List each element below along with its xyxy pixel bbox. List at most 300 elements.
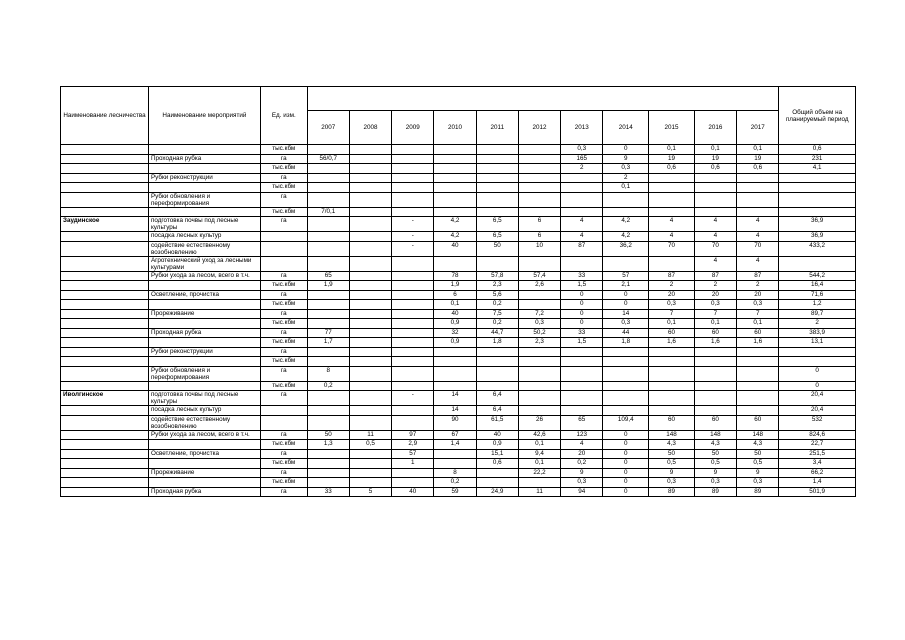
- unit-cell: тыс.кбм: [260, 319, 307, 329]
- value-cell: 4: [694, 256, 736, 271]
- value-cell: [694, 207, 736, 217]
- value-cell: 9: [694, 468, 736, 478]
- table-row: [61, 183, 856, 193]
- measure-header: Наименование мероприятий: [148, 87, 260, 145]
- value-cell: [518, 256, 560, 271]
- value-cell: 123: [561, 430, 603, 440]
- measure-cell: [148, 281, 260, 291]
- value-cell: [434, 207, 476, 217]
- unit-cell: га: [260, 391, 307, 406]
- value-cell: [392, 281, 434, 291]
- value-cell: 0,1: [649, 145, 695, 155]
- value-cell: [307, 217, 349, 232]
- value-cell: [434, 164, 476, 174]
- table-row: [61, 449, 856, 459]
- measure-cell: [148, 381, 260, 391]
- value-cell: [392, 192, 434, 207]
- value-cell: 33: [307, 487, 349, 497]
- value-cell: 60: [649, 328, 695, 338]
- value-cell: [392, 290, 434, 300]
- unit-cell: га: [260, 154, 307, 164]
- value-cell: 14: [434, 406, 476, 416]
- value-cell: [307, 478, 349, 488]
- value-cell: 70: [694, 241, 736, 256]
- value-cell: 10: [518, 241, 560, 256]
- value-cell: [518, 207, 560, 217]
- measure-cell: [148, 164, 260, 174]
- forestry-cell: [61, 478, 149, 488]
- measure-cell: Рубки реконструкции: [148, 173, 260, 183]
- value-cell: [349, 459, 391, 469]
- unit-cell: тыс.кбм: [260, 381, 307, 391]
- value-cell: [349, 468, 391, 478]
- value-cell: 0,3: [649, 478, 695, 488]
- total-cell: [779, 256, 856, 271]
- value-cell: 148: [694, 430, 736, 440]
- value-cell: 9: [603, 154, 649, 164]
- value-cell: 0: [603, 300, 649, 310]
- value-cell: 2,9: [392, 440, 434, 450]
- total-cell: 0: [779, 366, 856, 381]
- forestry-cell: [61, 406, 149, 416]
- value-cell: [737, 357, 779, 367]
- value-cell: 78: [434, 271, 476, 281]
- value-cell: 60: [694, 328, 736, 338]
- value-cell: 6,4: [476, 406, 518, 416]
- value-cell: [392, 256, 434, 271]
- value-cell: 87: [561, 241, 603, 256]
- value-cell: 0: [603, 430, 649, 440]
- value-cell: [737, 192, 779, 207]
- value-cell: 22,2: [518, 468, 560, 478]
- value-cell: [561, 357, 603, 367]
- value-cell: 11: [518, 487, 560, 497]
- value-cell: [349, 381, 391, 391]
- value-cell: [434, 145, 476, 155]
- value-cell: 0: [603, 145, 649, 155]
- value-cell: [307, 357, 349, 367]
- table-row: [61, 281, 856, 291]
- forestry-cell: [61, 281, 149, 291]
- value-cell: [392, 164, 434, 174]
- forestry-cell: [61, 449, 149, 459]
- value-cell: 0: [561, 290, 603, 300]
- unit-cell: га: [260, 347, 307, 357]
- value-cell: 42,6: [518, 430, 560, 440]
- unit-cell: тыс.кбм: [260, 300, 307, 310]
- value-cell: [349, 290, 391, 300]
- value-cell: 4: [737, 217, 779, 232]
- measure-cell: [148, 300, 260, 310]
- unit-cell: тыс.кбм: [260, 183, 307, 193]
- table-row: [61, 366, 856, 381]
- forestry-cell: [61, 271, 149, 281]
- value-cell: 1,6: [694, 338, 736, 348]
- value-cell: [561, 406, 603, 416]
- value-cell: [434, 183, 476, 193]
- value-cell: 0: [561, 300, 603, 310]
- value-cell: 40: [476, 430, 518, 440]
- value-cell: [307, 459, 349, 469]
- value-cell: [349, 347, 391, 357]
- value-cell: 0,2: [561, 459, 603, 469]
- unit-cell: га: [260, 271, 307, 281]
- value-cell: [694, 406, 736, 416]
- value-cell: [349, 319, 391, 329]
- table-row: [61, 271, 856, 281]
- value-cell: [349, 145, 391, 155]
- value-cell: 1,9: [307, 281, 349, 291]
- value-cell: [518, 173, 560, 183]
- forestry-cell: [61, 366, 149, 381]
- value-cell: 60: [737, 415, 779, 430]
- value-cell: 50,2: [518, 328, 560, 338]
- forestry-cell: [61, 468, 149, 478]
- measure-cell: подготовка почвы под лесные культуры: [148, 217, 260, 232]
- value-cell: 0,5: [649, 459, 695, 469]
- value-cell: [694, 381, 736, 391]
- value-cell: 2: [603, 173, 649, 183]
- total-cell: [779, 357, 856, 367]
- total-cell: 22,7: [779, 440, 856, 450]
- forestry-cell: [61, 381, 149, 391]
- value-cell: 89: [737, 487, 779, 497]
- total-header: Общий объем на планируемый период: [779, 87, 856, 145]
- total-cell: 2: [779, 319, 856, 329]
- value-cell: 70: [737, 241, 779, 256]
- value-cell: [518, 381, 560, 391]
- year-header: 2012: [518, 111, 560, 145]
- value-cell: 94: [561, 487, 603, 497]
- unit-cell: га: [260, 192, 307, 207]
- forestry-cell: [61, 357, 149, 367]
- forestry-cell: [61, 290, 149, 300]
- value-cell: 0: [561, 309, 603, 319]
- value-cell: 9: [737, 468, 779, 478]
- value-cell: 0,3: [603, 164, 649, 174]
- table-row: [61, 357, 856, 367]
- value-cell: [518, 145, 560, 155]
- total-cell: 383,9: [779, 328, 856, 338]
- total-cell: 532: [779, 415, 856, 430]
- value-cell: [518, 164, 560, 174]
- value-cell: [392, 415, 434, 430]
- value-cell: 33: [561, 271, 603, 281]
- value-cell: [476, 347, 518, 357]
- value-cell: 24,9: [476, 487, 518, 497]
- measure-cell: Агротехнический уход за лесными культурами: [148, 256, 260, 271]
- year-header: 2017: [737, 111, 779, 145]
- measure-cell: [148, 478, 260, 488]
- value-cell: 44,7: [476, 328, 518, 338]
- total-cell: 501,9: [779, 487, 856, 497]
- value-cell: [561, 381, 603, 391]
- value-cell: 77: [307, 328, 349, 338]
- unit-cell: [260, 406, 307, 416]
- value-cell: 20: [649, 290, 695, 300]
- measure-cell: [148, 183, 260, 193]
- total-cell: 0,6: [779, 145, 856, 155]
- value-cell: 1,8: [603, 338, 649, 348]
- value-cell: [434, 381, 476, 391]
- value-cell: 0,3: [694, 300, 736, 310]
- value-cell: 57: [392, 449, 434, 459]
- value-cell: 6: [518, 232, 560, 242]
- value-cell: [603, 366, 649, 381]
- value-cell: 4: [649, 232, 695, 242]
- value-cell: [603, 347, 649, 357]
- value-cell: 50: [649, 449, 695, 459]
- forestry-cell: [61, 164, 149, 174]
- value-cell: 1: [392, 459, 434, 469]
- value-cell: 7: [649, 309, 695, 319]
- value-cell: [603, 207, 649, 217]
- table-row: [61, 290, 856, 300]
- total-cell: 36,9: [779, 232, 856, 242]
- unit-cell: га: [260, 309, 307, 319]
- value-cell: 0,3: [649, 300, 695, 310]
- value-cell: 4: [649, 217, 695, 232]
- table-row: [61, 381, 856, 391]
- value-cell: [349, 328, 391, 338]
- measure-cell: Проходная рубка: [148, 328, 260, 338]
- value-cell: 15,1: [476, 449, 518, 459]
- value-cell: 11: [349, 430, 391, 440]
- value-cell: 70: [649, 241, 695, 256]
- value-cell: [392, 347, 434, 357]
- value-cell: 44: [603, 328, 649, 338]
- forestry-cell: [61, 154, 149, 164]
- value-cell: 165: [561, 154, 603, 164]
- measure-cell: подготовка почвы под лесные культуры: [148, 391, 260, 406]
- value-cell: [307, 290, 349, 300]
- forestry-cell: Заудинское: [61, 217, 149, 232]
- value-cell: [649, 381, 695, 391]
- unit-cell: тыс.кбм: [260, 281, 307, 291]
- value-cell: 89: [694, 487, 736, 497]
- table-row: [61, 173, 856, 183]
- value-cell: 2: [649, 281, 695, 291]
- value-cell: 148: [649, 430, 695, 440]
- value-cell: 0,6: [476, 459, 518, 469]
- value-cell: [434, 366, 476, 381]
- value-cell: 2,6: [518, 281, 560, 291]
- unit-cell: га: [260, 366, 307, 381]
- value-cell: 4: [737, 232, 779, 242]
- year-header: 2011: [476, 111, 518, 145]
- value-cell: -: [392, 391, 434, 406]
- value-cell: 1,5: [561, 338, 603, 348]
- value-cell: 0,3: [561, 478, 603, 488]
- value-cell: [434, 459, 476, 469]
- table-row: [61, 328, 856, 338]
- value-cell: [434, 357, 476, 367]
- forestry-cell: [61, 183, 149, 193]
- total-cell: 4,1: [779, 164, 856, 174]
- value-cell: 2,3: [518, 338, 560, 348]
- value-cell: 0,2: [476, 319, 518, 329]
- value-cell: 14: [434, 391, 476, 406]
- value-cell: [392, 338, 434, 348]
- value-cell: [349, 232, 391, 242]
- value-cell: 4: [694, 232, 736, 242]
- value-cell: [694, 347, 736, 357]
- value-cell: 0,1: [737, 145, 779, 155]
- year-header: 2008: [349, 111, 391, 145]
- value-cell: 0,1: [649, 319, 695, 329]
- value-cell: 9: [649, 468, 695, 478]
- value-cell: [649, 192, 695, 207]
- value-cell: [518, 391, 560, 406]
- total-cell: [779, 207, 856, 217]
- value-cell: [649, 207, 695, 217]
- value-cell: [649, 391, 695, 406]
- unit-cell: га: [260, 328, 307, 338]
- value-cell: [561, 347, 603, 357]
- value-cell: [392, 271, 434, 281]
- value-cell: [476, 154, 518, 164]
- value-cell: [476, 192, 518, 207]
- value-cell: 1,6: [649, 338, 695, 348]
- value-cell: 0,1: [603, 183, 649, 193]
- value-cell: [737, 207, 779, 217]
- value-cell: [694, 173, 736, 183]
- value-cell: 4,3: [694, 440, 736, 450]
- unit-cell: тыс.кбм: [260, 338, 307, 348]
- unit-cell: га: [260, 173, 307, 183]
- table-row: [61, 300, 856, 310]
- value-cell: [737, 347, 779, 357]
- value-cell: 0,2: [307, 381, 349, 391]
- value-cell: 4: [737, 256, 779, 271]
- value-cell: [392, 309, 434, 319]
- forestry-cell: [61, 207, 149, 217]
- value-cell: 40: [392, 487, 434, 497]
- value-cell: [737, 381, 779, 391]
- total-cell: 16,4: [779, 281, 856, 291]
- value-cell: 0,3: [561, 145, 603, 155]
- value-cell: [603, 192, 649, 207]
- value-cell: 57,8: [476, 271, 518, 281]
- value-cell: [649, 366, 695, 381]
- unit-cell: [260, 415, 307, 430]
- value-cell: 60: [737, 328, 779, 338]
- value-cell: [737, 366, 779, 381]
- measure-cell: [148, 319, 260, 329]
- table-row: [61, 164, 856, 174]
- value-cell: [694, 183, 736, 193]
- value-cell: [307, 173, 349, 183]
- unit-cell: га: [260, 468, 307, 478]
- forestry-cell: [61, 173, 149, 183]
- measure-cell: посадка лесных культур: [148, 406, 260, 416]
- value-cell: [476, 173, 518, 183]
- total-cell: [779, 347, 856, 357]
- value-cell: 0,1: [434, 300, 476, 310]
- value-cell: 87: [737, 271, 779, 281]
- value-cell: 57: [603, 271, 649, 281]
- measure-cell: Рубки реконструкции: [148, 347, 260, 357]
- value-cell: [649, 183, 695, 193]
- value-cell: 67: [434, 430, 476, 440]
- value-cell: [476, 164, 518, 174]
- value-cell: 0,2: [434, 478, 476, 488]
- value-cell: 65: [561, 415, 603, 430]
- year-header: 2010: [434, 111, 476, 145]
- value-cell: [476, 468, 518, 478]
- value-cell: 1,8: [476, 338, 518, 348]
- value-cell: [392, 366, 434, 381]
- value-cell: 7/0,1: [307, 207, 349, 217]
- value-cell: [392, 154, 434, 164]
- total-cell: [779, 173, 856, 183]
- forestry-plan-table-page: [60, 86, 856, 497]
- value-cell: 0,1: [694, 145, 736, 155]
- value-cell: 0: [603, 478, 649, 488]
- value-cell: 50: [694, 449, 736, 459]
- forestry-cell: [61, 430, 149, 440]
- table-row: [61, 468, 856, 478]
- value-cell: 6,5: [476, 232, 518, 242]
- value-cell: [349, 207, 391, 217]
- value-cell: [694, 391, 736, 406]
- unit-header: Ед. изм.: [260, 87, 307, 145]
- value-cell: [561, 183, 603, 193]
- value-cell: [476, 478, 518, 488]
- value-cell: [349, 281, 391, 291]
- value-cell: 20: [561, 449, 603, 459]
- unit-cell: тыс.кбм: [260, 357, 307, 367]
- value-cell: [476, 183, 518, 193]
- value-cell: [392, 478, 434, 488]
- measure-cell: [148, 207, 260, 217]
- value-cell: [649, 256, 695, 271]
- value-cell: [392, 300, 434, 310]
- value-cell: [518, 347, 560, 357]
- unit-cell: [260, 256, 307, 271]
- value-cell: [561, 192, 603, 207]
- unit-cell: тыс.кбм: [260, 207, 307, 217]
- value-cell: [561, 256, 603, 271]
- value-cell: [307, 145, 349, 155]
- value-cell: [561, 207, 603, 217]
- value-cell: 14: [603, 309, 649, 319]
- value-cell: 1,9: [434, 281, 476, 291]
- forestry-header: Наименование лесничества: [61, 87, 149, 145]
- value-cell: [392, 468, 434, 478]
- value-cell: [307, 300, 349, 310]
- value-cell: [476, 256, 518, 271]
- value-cell: [434, 449, 476, 459]
- value-cell: 1,5: [561, 281, 603, 291]
- measure-cell: Проходная рубка: [148, 487, 260, 497]
- measure-cell: [148, 459, 260, 469]
- forestry-cell: [61, 241, 149, 256]
- value-cell: 0: [603, 468, 649, 478]
- value-cell: [307, 183, 349, 193]
- value-cell: [307, 347, 349, 357]
- value-cell: 33: [561, 328, 603, 338]
- value-cell: [349, 217, 391, 232]
- value-cell: [307, 449, 349, 459]
- table-row: [61, 459, 856, 469]
- value-cell: 87: [649, 271, 695, 281]
- value-cell: 6,4: [476, 391, 518, 406]
- value-cell: 0: [603, 459, 649, 469]
- table-row: [61, 145, 856, 155]
- unit-cell: тыс.кбм: [260, 164, 307, 174]
- value-cell: [392, 207, 434, 217]
